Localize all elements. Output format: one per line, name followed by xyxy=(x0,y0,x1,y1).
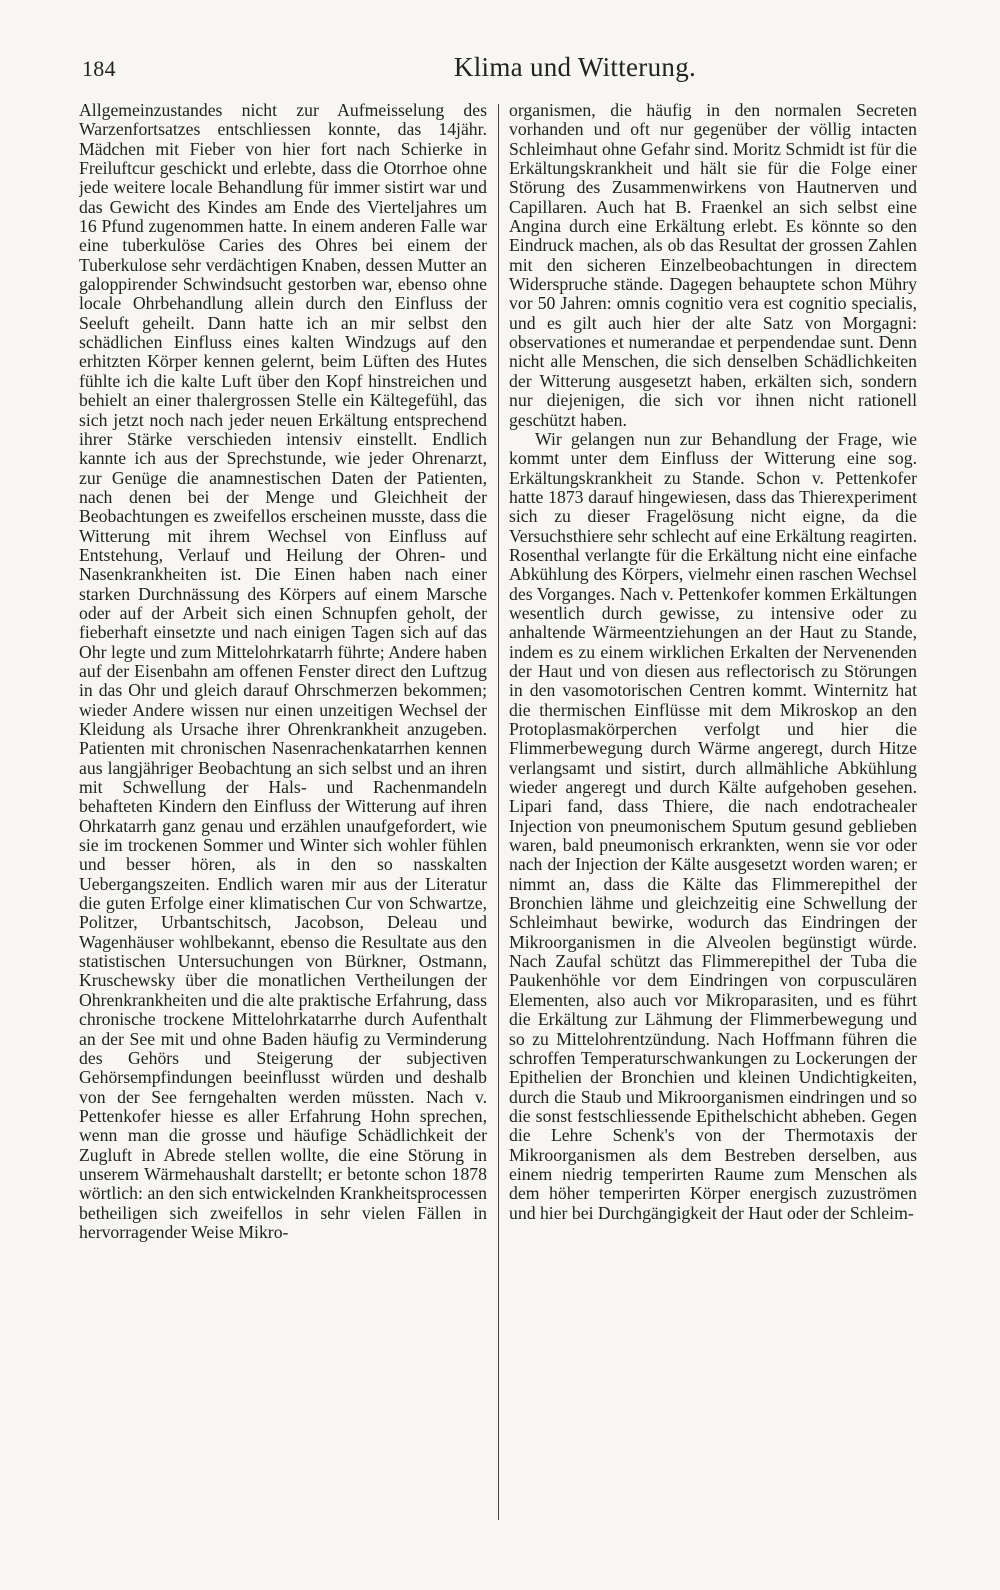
page-header xyxy=(82,52,920,92)
text-columns xyxy=(79,101,917,1528)
column-divider xyxy=(498,104,499,1520)
left-column xyxy=(79,101,487,1528)
right-paragraph-2: Wir gelangen nun zur Behandlung der Frage, wie kommt unter dem Einfluss der Witterung eine sog. Erkältungskrankheit zu Stande. Schon v. Pettenkofer hatte 1873 darauf hingewiesen, dass das Thierexperiment sich zu dieser Fragelösung nicht eigne, da die Versuchsthiere sehr schlecht auf eine Erkältung reagirten. Rosenthal verlangte für die Erkältung nicht eine einfache Abkühlung des Körpers, vielmehr einen raschen Wechsel des Vorganges. Nach v. Pettenkofer kommen Erkältungen wesentlich durch gewisse, zu intensive oder zu anhaltende Wärmeentziehungen an der Haut zu Stande, indem es zu einem wirklichen Erkalten der Nervenenden der Haut und von diesen aus reflectorisch zu Störungen in den vasomotorischen Centren kommt. Winternitz hat die thermischen Einflüsse mit dem Mikroskop an den Protoplasmakörperchen verfolgt und hier die Flimmerbewegung durch Wärme angeregt, durch Hitze verlangsamt und sistirt, durch allmähliche Abkühlung wieder angeregt und durch Kälte aufgehoben gesehen. Lipari fand, dass Thiere, die nach endotrachealer Injection von pneumonischem Sputum gesund geblieben waren, bald pneumonisch erkrankten, wenn sie vor oder nach der Injection der Kälte ausgesetzt worden waren; er nimmt an, dass die Kälte das Flimmerepithel der Bronchien lähme und gleichzeitig eine Schwellung der Schleimhaut bewirke, wodurch das Eindringen der Mikroorganismen in die Alveolen begünstigt würde. Nach Zaufal schützt das Flimmerepithel der Tuba die Paukenhöhle vor dem Eindringen von corpusculären Elementen, also auch vor Mikroparasiten, und es führt die Erkältung zur Lähmung der Flimmerbewegung und so zu Mittelohrentzündung. Nach Hoffmann führen die schroffen Temperaturschwankungen zu Lockerungen der Epithelien der Bronchien und kleinen Undichtigkeiten, durch die Staub und Mikroorganismen eindringen und so die sonst festschliessende Epithelschicht abheben. Gegen die Lehre Schenk's von der Thermotaxis der Mikroorganismen als dem Bestreben derselben, aus einem niedrig temperirten Raume zum Menschen als dem höher temperirten Körper energisch zuzuströmen und hier bei Durchgängigkeit der Haut oder der Schleim- xyxy=(509,428,917,1223)
right-paragraph-1: organismen, die häufig in den normalen Secreten vorhanden und oft nur gegenüber der völlig intacten Schleimhaut ohne Gefahr sind. Moritz Schmidt ist für die Erkältungskrankheit und hält sie für die Folge einer Störung des Zusammenwirkens von Hautnerven und Capillaren. Auch hat B. Fraenkel an sich selbst eine Angina durch eine Erkältung erlebt. Es könnte so den Eindruck machen, als ob das Resultat der grossen Zahlen mit den sicheren Einzelbeobachtungen in directem Widerspruche stände. Dagegen behauptete schon Mühry vor 50 Jahren: omnis cognitio vera est cognitio specialis, und es gilt auch hier der alte Satz von Morgagni: observationes et numerandae et perpendendae sunt. Denn nicht alle Menschen, die sich denselben Schädlichkeiten der Witterung ausgesetzt haben, erkälten sich, sondern nur diejenigen, die sich vor ihnen nicht rationell geschützt haben. xyxy=(509,101,917,430)
right-column xyxy=(509,101,917,1528)
page-number: 184 xyxy=(82,56,116,81)
running-title: Klima und Witterung. xyxy=(453,52,697,82)
left-paragraph-1: Allgemeinzustandes nicht zur Aufmeisselung des Warzenfortsatzes entschliessen konnte, das 14jähr. Mädchen mit Fieber von hier fort nach Schierke in Freiluftcur geschickt und erlebte, dass die Otorrhoe ohne jede weitere locale Behandlung für immer sistirt war und das Gewicht des Kindes am Ende des Vierteljahres um 16 Pfund zugenommen hatte. In einem anderen Falle war eine tuberkulöse Caries des Ohres bei einem der Tuberkulose sehr verdächtigen Knaben, dessen Mutter an galoppirender Schwindsucht gestorben war, ebenso ohne locale Ohrbehandlung allein durch den Einfluss der Seeluft geheilt. Dann hatte ich an mir selbst den schädlichen Einfluss eines kalten Windzugs auf den erhitzten Körper kennen gelernt, beim Lüften des Hutes fühlte ich die kalte Luft über den Kopf hinstreichen und behielt an einer thalergrossen Stelle ein Kältegefühl, das sich jetzt noch nach jeder neuen Erkältung entsprechend ihrer Stärke verschieden intensiv einstellt. Endlich kannte ich aus der Sprechstunde, wie jeder Ohrenarzt, zur Genüge die anamnestischen Daten der Patienten, nach denen bei der Menge und Gleichheit der Beobachtungen es zweifellos erscheinen musste, dass die Witterung mit ihrem Wechsel von Einfluss auf Entstehung, Verlauf und Heilung der Ohren- und Nasenkrankheiten ist. Die Einen haben nach einer starken Durchnässung des Körpers auf einem Marsche oder auf der Arbeit sich einen Schnupfen geholt, der fieberhaft einsetzte und nach einigen Tagen sich auf das Ohr legte und zum Mittelohrkatarrh führte; Andere haben auf der Eisenbahn am offenen Fenster direct den Luftzug in das Ohr und gleich darauf Ohrschmerzen bekommen; wieder Andere wissen nur einen unzeitigen Wechsel der Kleidung als Ursache ihrer Ohrenkrankheit anzugeben. Patienten mit chronischen Nasenrachenkatarrhen kennen aus langjähriger Beobachtung an sich selbst und an ihren mit Schwellung der Hals- und Rachenmandeln behafteten Kindern den Einfluss der Witterung auf ihren Ohrkatarrh ganz genau und erzählen unaufgefordert, wie sie im trockenen Sommer und Winter sich wohler fühlen und besser hören, als in den so nasskalten Uebergangszeiten. Endlich waren mir aus der Literatur die guten Erfolge einer klimatischen Cur von Schwartze, Politzer, Urbantschitsch, Jacobson, Deleau und Wagenhäuser wohlbekannt, ebenso die Resultate aus den statistischen Untersuchungen von Bürkner, Ostmann, Kruschewsky über die monatlichen Vertheilungen der Ohrenkrankheiten und die alte praktische Erfahrung, dass chronische trockene Mittelohrkatarrhe durch Aufenthalt an der See mit und ohne Baden häufig zu Verminderung des Gehörs und Steigerung der subjectiven Gehörsempfindungen beeinflusst würden und deshalb von der See ferngehalten werden müssten. Nach v. Pettenkofer hiesse es aller Erfahrung Hohn sprechen, wenn man die grosse und häufige Schädlichkeit der Zugluft in Abrede stellen wollte, die eine Störung in unserem Wärmehaushalt darstellt; er betonte schon 1878 wörtlich: an den sich entwickelnden Krankheitsprocessen betheiligen sich zweifellos in sehr vielen Fällen in hervorragender Weise Mikro- xyxy=(79,101,487,1242)
